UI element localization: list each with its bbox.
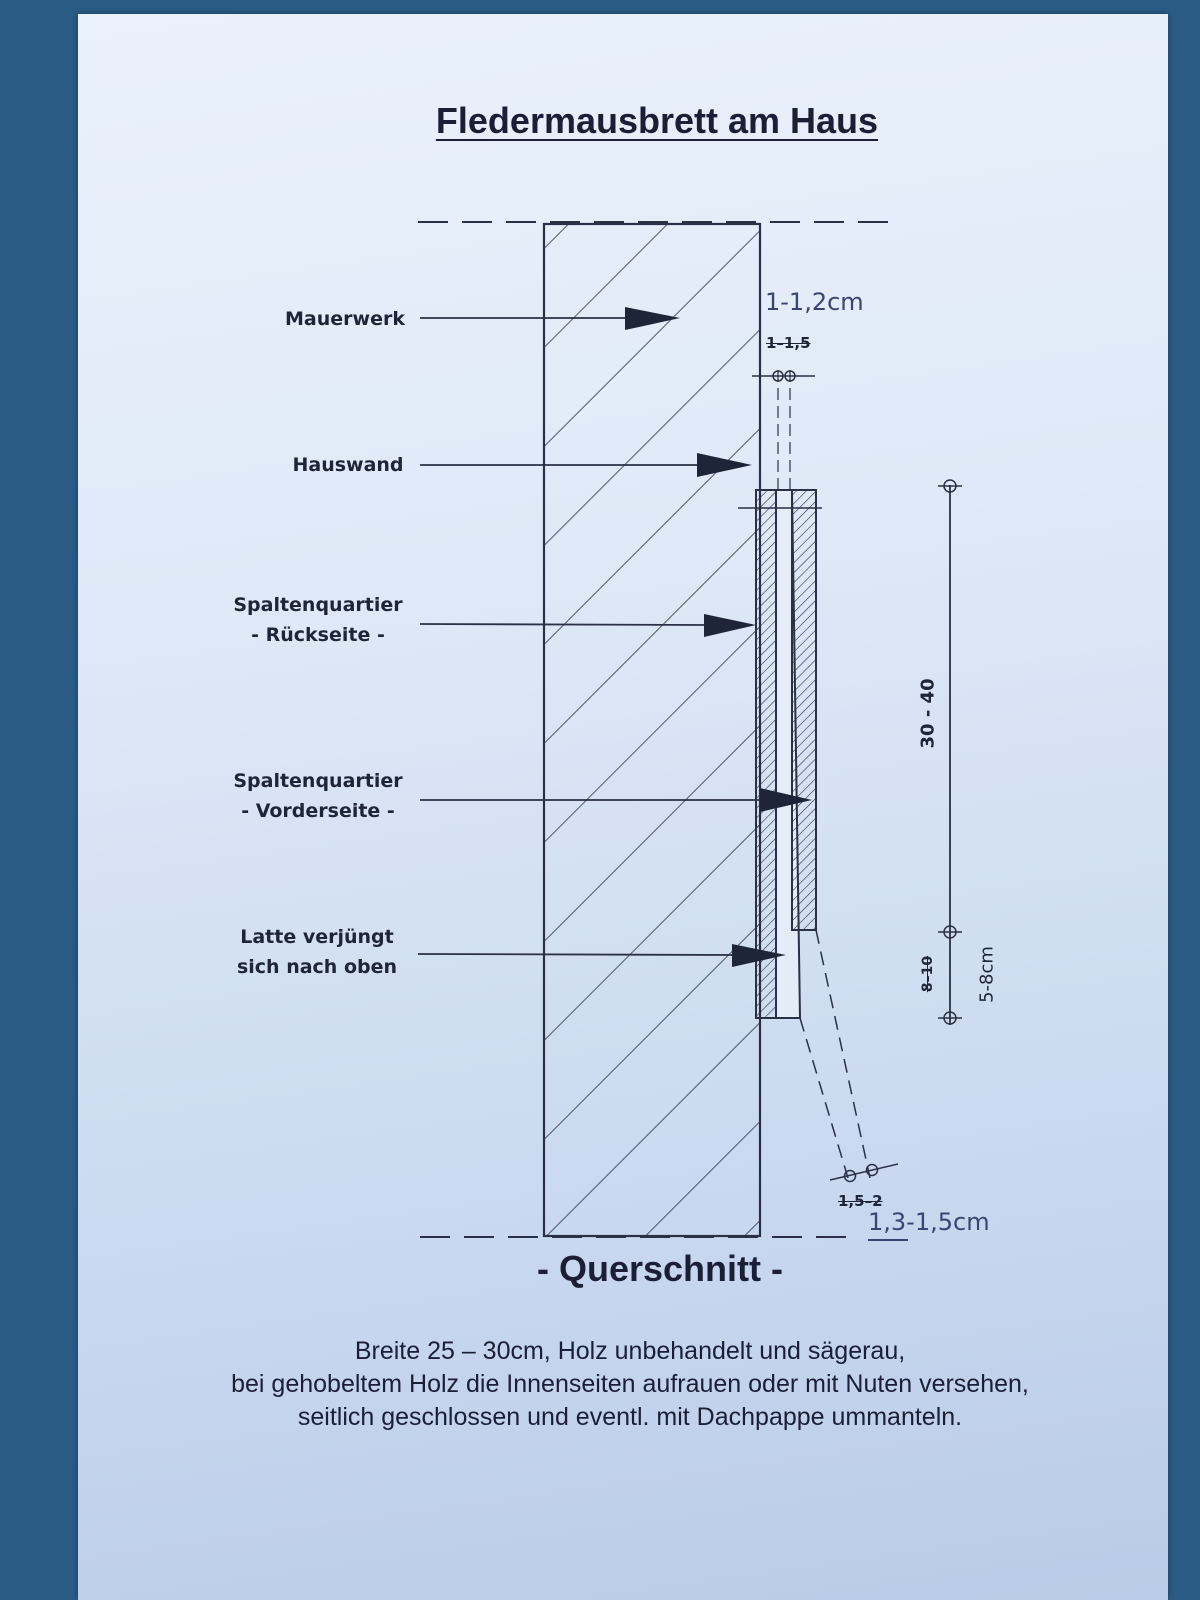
- dim-height: 30 - 40: [917, 678, 939, 749]
- label-vorderseite-line2: - Vorderseite -: [241, 800, 395, 822]
- label-vorderseite-line1: Spaltenquartier: [233, 770, 403, 792]
- note-line-2: bei gehobeltem Holz die Innenseiten aufrauen oder mit Nuten versehen,: [231, 1370, 1029, 1398]
- lower-dashed-line: [816, 930, 870, 1178]
- label-rueckseite: [220, 590, 416, 650]
- section-subtitle: - Querschnitt -: [536, 1248, 783, 1289]
- notes-block: [180, 1335, 1080, 1434]
- page-title: Fledermausbrett am Haus: [435, 100, 879, 141]
- dim-bottom-struck: 8–10: [920, 955, 936, 993]
- dim-top-gap-handwritten: 1-1,2cm: [765, 288, 864, 316]
- note-line-3: seitlich geschlossen und eventl. mit Dachpappe ummanteln.: [297, 1403, 963, 1431]
- label-mauerwerk: Mauerwerk: [285, 308, 405, 330]
- dim-lower-gap-struck: 1,5–2: [838, 1192, 883, 1210]
- dim-bottom-handwritten: 5-8cm: [976, 946, 998, 1003]
- note-line-1: Breite 25 – 30cm, Holz unbehandelt und sägerau,: [354, 1337, 906, 1365]
- dim-lower-gap-handwritten: 1,3-1,5cm: [868, 1208, 990, 1236]
- label-latte: [222, 922, 412, 982]
- masonry-wall: [544, 224, 760, 1236]
- label-vorderseite: [218, 766, 418, 826]
- front-board: [792, 490, 816, 930]
- dim-top-gap-struck: 1–1,5: [766, 334, 811, 352]
- label-latte-line2: sich nach oben: [236, 956, 398, 978]
- back-board: [756, 490, 776, 1018]
- label-latte-line1: Latte verjüngt: [240, 926, 394, 948]
- label-rueckseite-line2: - Rückseite -: [251, 624, 385, 646]
- label-hauswand: Hauswand: [292, 454, 404, 476]
- lower-dim-line: [830, 1164, 898, 1180]
- label-rueckseite-line1: Spaltenquartier: [233, 594, 403, 616]
